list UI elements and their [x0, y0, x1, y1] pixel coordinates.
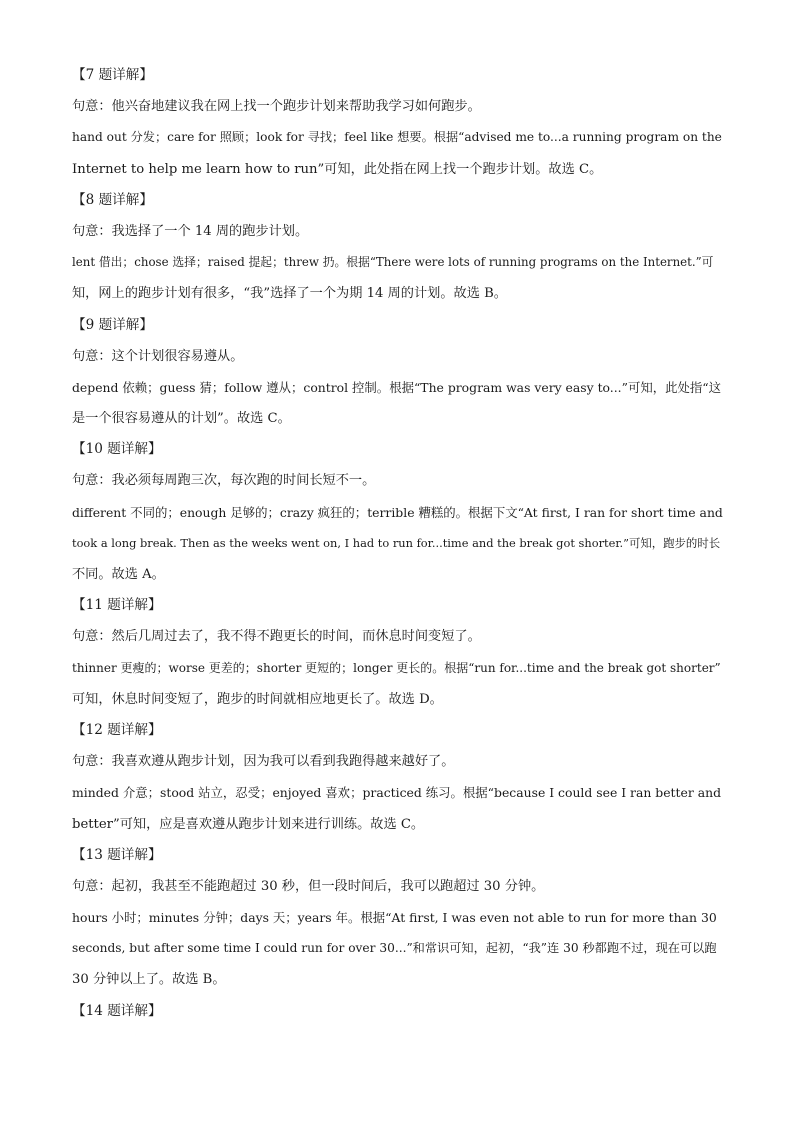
document-page	[72, 60, 724, 1027]
paragraph-line: better”可知，应是喜欢遵从跑步计划来进行训练。故选 C。	[72, 816, 425, 832]
paragraph-line: minded 介意；stood 站立，忍受；enjoyed 喜欢；practiced 练习。根据“because I could see I ran better and	[72, 785, 722, 801]
section-8	[72, 185, 724, 310]
section-heading: 【11 题详解】	[72, 597, 162, 614]
paragraph-line: hours 小时；minutes 分钟；days 天；years 年。根据“At first, I was even not able to run for more than 30	[72, 910, 717, 926]
paragraph-line: took a long break. Then as the weeks went on, I had to run for...time and the break got shorter.”可知，跑步的时长	[72, 535, 721, 550]
section-10	[72, 434, 724, 590]
paragraph-line: 句意：我选择了一个 14 周的跑步计划。	[72, 223, 309, 239]
paragraph-line: 句意：这个计划很容易遵从。	[72, 348, 244, 364]
paragraph-line: depend 依赖；guess 猜；follow 遵从；control 控制。根据“The program was very easy to...”可知，此处指“这	[72, 379, 722, 395]
paragraph-line: 知，网上的跑步计划有很多，“我”选择了一个为期 14 周的计划。故选 B。	[72, 286, 507, 302]
paragraph-line: lent 借出；chose 选择；raised 提起；threw 扔。根据“There were lots of running programs on the Internet.”可	[72, 255, 714, 270]
section-heading: 【7 题详解】	[72, 67, 153, 83]
section-13	[72, 840, 724, 996]
paragraph-line: hand out 分发；care for 照顾；look for 寻找；feel like 想要。根据“advised me to...a running program on the	[72, 130, 722, 145]
paragraph-line: seconds, but after some time I could run for over 30...”和常识可知，起初，“我”连 30 秒都跑不过，现在可以跑	[72, 941, 717, 956]
section-11	[72, 590, 724, 715]
section-heading: 【14 题详解】	[72, 1002, 162, 1019]
section-12	[72, 715, 724, 840]
section-7	[72, 60, 724, 185]
section-9	[72, 310, 724, 435]
paragraph-line: different 不同的；enough 足够的；crazy 疯狂的；terrible 糟糕的。根据下文“At first, I ran for short time and	[72, 504, 723, 520]
paragraph-line: 句意：我必须每周跑三次，每次跑的时间长短不一。	[72, 473, 376, 489]
section-heading: 【9 题详解】	[72, 316, 153, 333]
paragraph-line: 句意：他兴奋地建议我在网上找一个跑步计划来帮助我学习如何跑步。	[72, 99, 481, 115]
section-14	[72, 996, 724, 1027]
paragraph-line: 可知，休息时间变短了，跑步的时间就相应地更长了。故选 D。	[72, 691, 443, 707]
section-heading: 【12 题详解】	[72, 721, 162, 738]
paragraph-line: thinner 更瘦的；worse 更差的；shorter 更短的；longer 更长的。根据“run for...time and the break got shorter”	[72, 660, 721, 675]
paragraph-line: 句意：起初，我甚至不能跑超过 30 秒，但一段时间后，我可以跑超过 30 分钟。	[72, 878, 545, 894]
paragraph-line: 句意：我喜欢遵从跑步计划，因为我可以看到我跑得越来越好了。	[72, 754, 455, 770]
paragraph-line: 30 分钟以上了。故选 B。	[72, 972, 226, 988]
paragraph-line: 句意：然后几周过去了，我不得不跑更长的时间，而休息时间变短了。	[72, 629, 481, 645]
section-heading: 【13 题详解】	[72, 846, 162, 863]
paragraph-line: 不同。故选 A。	[72, 567, 165, 582]
section-heading: 【8 题详解】	[72, 191, 153, 208]
paragraph-line: Internet to help me learn how to run”可知，此处指在网上找一个跑步计划。故选 C。	[72, 161, 603, 177]
paragraph-line: 是一个很容易遵从的计划”。故选 C。	[72, 411, 291, 427]
section-heading: 【10 题详解】	[72, 441, 162, 458]
